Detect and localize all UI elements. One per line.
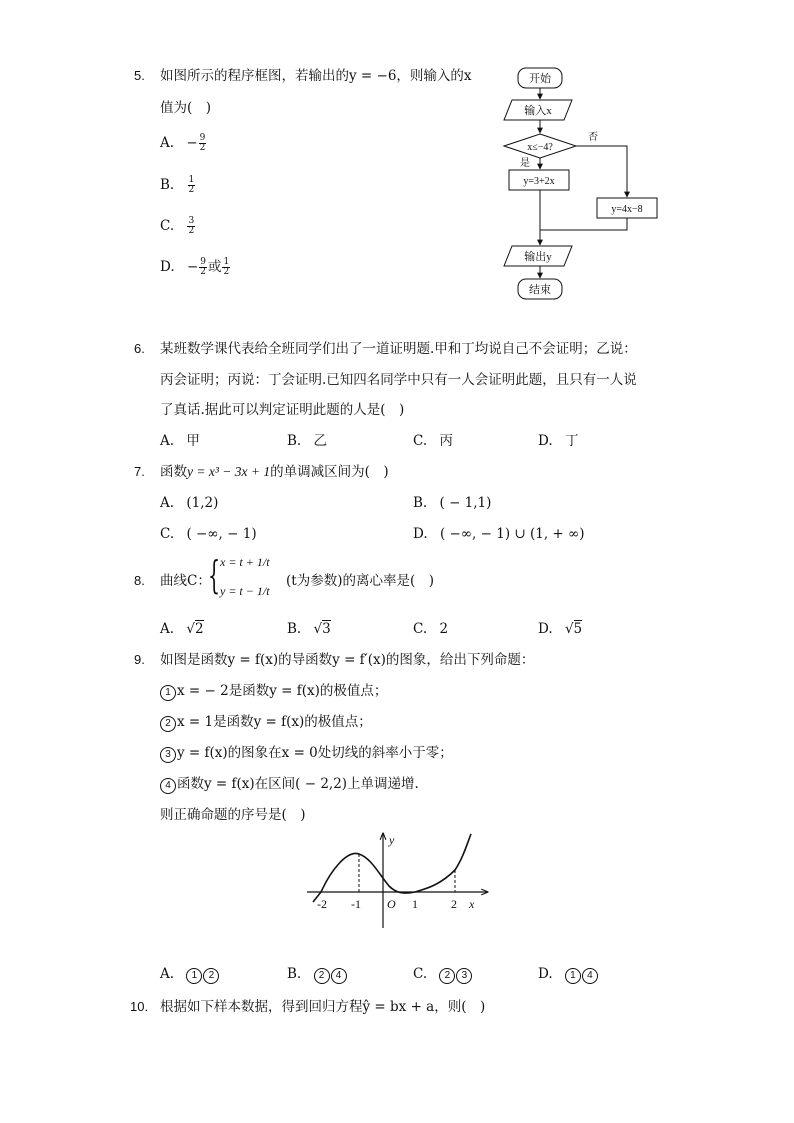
tick-label: -2 xyxy=(317,897,327,911)
option-label: B. xyxy=(160,177,175,193)
tick-label: 2 xyxy=(451,897,457,911)
q7-option-c[interactable] xyxy=(160,525,257,543)
q9-proposition-1 xyxy=(160,682,387,701)
option-b-value: √3 xyxy=(313,621,331,637)
flow-condition-label: x≤−4? xyxy=(527,142,553,153)
q9-proposition-3 xyxy=(160,744,453,763)
circled-number: 1 xyxy=(186,968,202,984)
q8-stem-post: 的离心率是( ) xyxy=(342,573,435,589)
flow-yes-label: 是 xyxy=(520,158,530,169)
option-label: B. xyxy=(413,495,428,511)
tick-label: 1 xyxy=(412,897,418,911)
q6-number: 6. xyxy=(134,341,145,356)
q8-equation-y: y = t − 1/t xyxy=(220,584,270,598)
q6-option-d[interactable] xyxy=(538,432,578,450)
flow-no-label: 否 xyxy=(588,132,598,143)
q5-stem-line1: 如图所示的程序框图，若输出的y = −6，则输入的x xyxy=(160,68,472,84)
option-marks xyxy=(439,966,473,982)
q8-param: (t为参数) xyxy=(286,573,343,589)
proposition-text: x = 1是函数y = f(x)的极值点； xyxy=(177,714,372,730)
option-label: C. xyxy=(160,526,175,542)
q7-number: 7. xyxy=(134,464,145,479)
option-label: D. xyxy=(538,621,553,637)
option-label: A. xyxy=(160,621,175,637)
option-label: A. xyxy=(160,495,175,511)
option-b-value: $\frac{1}{2}$ xyxy=(188,175,195,195)
q6-option-c[interactable] xyxy=(413,432,453,450)
q9-question: 则正确命题的序号是( ) xyxy=(160,807,306,823)
option-text: ( −∞, − 1) xyxy=(186,526,257,542)
q8-option-b[interactable] xyxy=(287,620,331,638)
option-label: C. xyxy=(413,621,428,637)
q7-stem-post: 的单调减区间为( ) xyxy=(270,464,389,480)
flow-input-label: 输入x xyxy=(524,105,552,117)
circled-number: 1 xyxy=(565,968,581,984)
flow-start-label: 开始 xyxy=(529,73,551,85)
q5-option-a[interactable] xyxy=(160,134,207,153)
q8-option-c[interactable] xyxy=(413,620,448,638)
circled-number: 1 xyxy=(160,685,176,701)
option-label: D. xyxy=(538,966,553,982)
circled-number: 3 xyxy=(160,747,176,763)
option-text: (1,2) xyxy=(186,495,219,511)
option-text: 丁 xyxy=(564,433,579,449)
circled-number: 4 xyxy=(331,968,347,984)
option-text: 乙 xyxy=(313,433,328,449)
q9-proposition-4 xyxy=(160,775,419,794)
q9-option-d[interactable] xyxy=(538,965,599,984)
q6-stem-line1: 某班数学课代表给全班同学们出了一道证明题.甲和丁均说自己不会证明；乙说： xyxy=(160,341,637,357)
option-text: ( − 1,1) xyxy=(439,495,492,511)
option-label: A. xyxy=(160,433,175,449)
circled-number: 2 xyxy=(314,968,330,984)
option-marks xyxy=(186,966,220,982)
option-a-value: − $\frac{9}{2}$ xyxy=(186,133,206,153)
flow-end-label: 结束 xyxy=(529,284,551,296)
q6-option-b[interactable] xyxy=(287,432,327,450)
q8-number: 8. xyxy=(134,573,145,588)
q6-stem-line3: 了真话.据此可以判定证明此题的人是( ) xyxy=(160,402,405,418)
circled-number: 4 xyxy=(160,778,176,794)
q10-stem: 根据如下样本数据，得到回归方程ŷ = bx + a，则( ) xyxy=(160,999,486,1015)
q9-proposition-2 xyxy=(160,713,372,732)
option-label: D. xyxy=(413,526,428,542)
q9-number: 9. xyxy=(134,652,145,667)
flow-no-formula: y=4x−8 xyxy=(611,204,643,215)
q9-option-a[interactable] xyxy=(160,965,220,984)
q8-brace: { xyxy=(208,553,221,597)
option-marks xyxy=(565,966,599,982)
option-text: 甲 xyxy=(186,433,200,449)
proposition-text: x = − 2是函数y = f(x)的极值点； xyxy=(177,683,388,699)
q7-option-b[interactable] xyxy=(413,494,491,512)
q8-stem-rest xyxy=(286,572,434,590)
option-d-value: − $\frac{9}{2}$ 或 $\frac{1}{2}$ xyxy=(186,257,230,277)
q7-option-d[interactable] xyxy=(413,525,585,543)
option-text: 2 xyxy=(439,621,449,637)
circled-number: 3 xyxy=(456,968,472,984)
option-c-value: $\frac{3}{2}$ xyxy=(188,216,195,236)
q8-option-a[interactable] xyxy=(160,620,204,638)
option-label: D. xyxy=(160,259,175,275)
q8-equation-x: x = t + 1/t xyxy=(220,555,270,569)
proposition-text: y = f(x)的图象在x = 0处切线的斜率小于零； xyxy=(177,745,453,761)
option-text: 丙 xyxy=(439,433,453,449)
q8-stem-pre: 曲线C： xyxy=(160,573,211,589)
circled-number: 2 xyxy=(203,968,219,984)
option-label: A. xyxy=(160,135,175,151)
option-label: A. xyxy=(160,966,175,982)
q9-stem: 如图是函数y = f(x)的导函数y = f′(x)的图象，给出下列命题： xyxy=(160,652,535,668)
option-d-value: √5 xyxy=(564,621,583,637)
option-a-value: √2 xyxy=(186,621,204,637)
q5-stem-line2: 值为( ) xyxy=(160,100,212,116)
option-label: C. xyxy=(160,218,175,234)
x-axis-label: x xyxy=(469,897,475,911)
circled-number: 2 xyxy=(160,716,176,732)
q7-function: y = x³ − 3x + 1 xyxy=(187,464,271,479)
option-label: D. xyxy=(538,433,553,449)
q7-stem xyxy=(160,463,389,481)
circled-number: 2 xyxy=(439,968,455,984)
q10-number: 10. xyxy=(130,999,149,1014)
flow-yes-formula: y=3+2x xyxy=(523,176,555,187)
q9-derivative-graph xyxy=(305,830,495,930)
option-label: B. xyxy=(287,621,302,637)
q7-option-a[interactable] xyxy=(160,494,218,512)
q5-number: 5. xyxy=(134,68,145,83)
option-marks xyxy=(314,966,348,982)
q5-option-d[interactable] xyxy=(160,258,231,277)
option-label: B. xyxy=(287,966,302,982)
option-label: B. xyxy=(287,433,302,449)
circled-number: 4 xyxy=(582,968,598,984)
q5-option-c[interactable] xyxy=(160,217,196,236)
q6-option-a[interactable] xyxy=(160,432,200,450)
tick-label: -1 xyxy=(351,897,361,911)
q5-flowchart xyxy=(490,60,670,305)
q9-option-b[interactable] xyxy=(287,965,348,984)
option-label: C. xyxy=(413,433,428,449)
q6-stem-line2: 丙会证明；丙说：丁会证明.已知四名同学中只有一人会证明此题，且只有一人说 xyxy=(160,372,637,388)
y-axis-label: y xyxy=(389,833,395,847)
q8-option-d[interactable] xyxy=(538,620,582,638)
flow-output-label: 输出y xyxy=(524,251,552,263)
option-label: C. xyxy=(413,966,428,982)
option-text: ( −∞, − 1) ∪ (1, + ∞) xyxy=(439,526,585,542)
q7-stem-pre: 函数 xyxy=(160,464,187,480)
proposition-text: 函数y = f(x)在区间( − 2,2)上单调递增. xyxy=(177,776,419,792)
q5-option-b[interactable] xyxy=(160,176,196,195)
q9-option-c[interactable] xyxy=(413,965,473,984)
origin-label: O xyxy=(387,897,396,911)
